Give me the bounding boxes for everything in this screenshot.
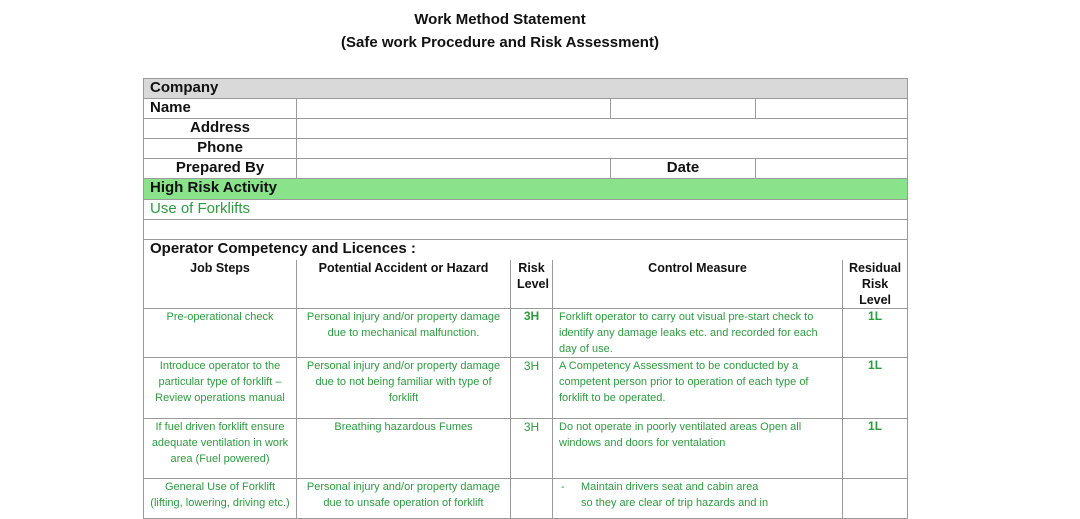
residual-risk: 1L (843, 418, 908, 478)
phone-field[interactable] (297, 139, 908, 159)
phone-row (144, 139, 908, 159)
prepared-row (144, 159, 908, 179)
risk-level: 3H (511, 418, 553, 478)
control-measure: Forklift operator to carry out visual pre-start check to identify any damage leaks etc. and recorded for each day of use. (553, 308, 843, 357)
activity-value[interactable]: Use of Forklifts (144, 200, 908, 220)
address-label: Address (144, 119, 297, 139)
company-label: Company (144, 79, 908, 99)
high-risk-row (144, 179, 908, 200)
prepared-by-label: Prepared By (144, 159, 297, 179)
job-step: Pre-operational check (144, 308, 297, 357)
hazard: Breathing hazardous Fumes (297, 418, 511, 478)
col-control-measure: Control Measure (553, 260, 843, 309)
table-row (144, 478, 908, 518)
control-measure: A Competency Assessment to be conducted by a competent person prior to operation of each type of forklift to be operated. (553, 357, 843, 418)
residual-risk: 1L (843, 308, 908, 357)
prepared-by-field[interactable] (297, 159, 611, 179)
document-title: Work Method Statement (414, 11, 586, 28)
company-row (144, 79, 908, 99)
residual-risk (843, 478, 908, 518)
control-measure-text: Maintain drivers seat and cabin area so they are clear of trip hazards and in (581, 480, 769, 509)
address-row (144, 119, 908, 139)
bullet-dash: - (561, 480, 565, 493)
column-header-row (144, 260, 908, 309)
name-field-3[interactable] (756, 99, 908, 119)
competency-label: Operator Competency and Licences : (144, 240, 908, 260)
col-job-steps: Job Steps (144, 260, 297, 309)
risk-level: 3H (511, 308, 553, 357)
date-field[interactable] (756, 159, 908, 179)
job-step: Introduce operator to the particular type of forklift – Review operations manual (144, 357, 297, 418)
blank-cell[interactable] (144, 220, 908, 240)
name-field[interactable] (297, 99, 611, 119)
hazard: Personal injury and/or property damage due to not being familiar with type of forklift (297, 357, 511, 418)
high-risk-label: High Risk Activity (144, 179, 908, 200)
col-hazard: Potential Accident or Hazard (297, 260, 511, 309)
table-row (144, 308, 908, 357)
document-subtitle: (Safe work Procedure and Risk Assessment) (341, 34, 659, 51)
date-label: Date (611, 159, 756, 179)
control-measure: Do not operate in poorly ventilated areas Open all windows and doors for ventalation (553, 418, 843, 478)
address-field[interactable] (297, 119, 908, 139)
name-field-2[interactable] (611, 99, 756, 119)
hazard: Personal injury and/or property damage due to unsafe operation of forklift (297, 478, 511, 518)
residual-risk: 1L (843, 357, 908, 418)
job-step: If fuel driven forklift ensure adequate ventilation in work area (Fuel powered) (144, 418, 297, 478)
control-measure (553, 478, 843, 518)
name-label: Name (144, 99, 297, 119)
col-residual-line2: Risk Level (859, 276, 892, 307)
name-row (144, 99, 908, 119)
risk-level: 3H (511, 357, 553, 418)
col-residual-risk (843, 260, 908, 309)
table-row (144, 418, 908, 478)
col-risk-level-line2: Level (517, 276, 549, 291)
job-step: General Use of Forklift (lifting, lowering, driving etc.) (144, 478, 297, 518)
col-residual-line1: Residual (849, 260, 902, 275)
hazard: Personal injury and/or property damage due to mechanical malfunction. (297, 308, 511, 357)
wms-table (143, 78, 908, 519)
blank-row (144, 220, 908, 240)
risk-level (511, 478, 553, 518)
phone-label: Phone (144, 139, 297, 159)
activity-row (144, 200, 908, 220)
col-risk-level-line1: Risk (518, 260, 545, 275)
competency-row (144, 240, 908, 260)
table-row (144, 357, 908, 418)
col-risk-level (511, 260, 553, 309)
